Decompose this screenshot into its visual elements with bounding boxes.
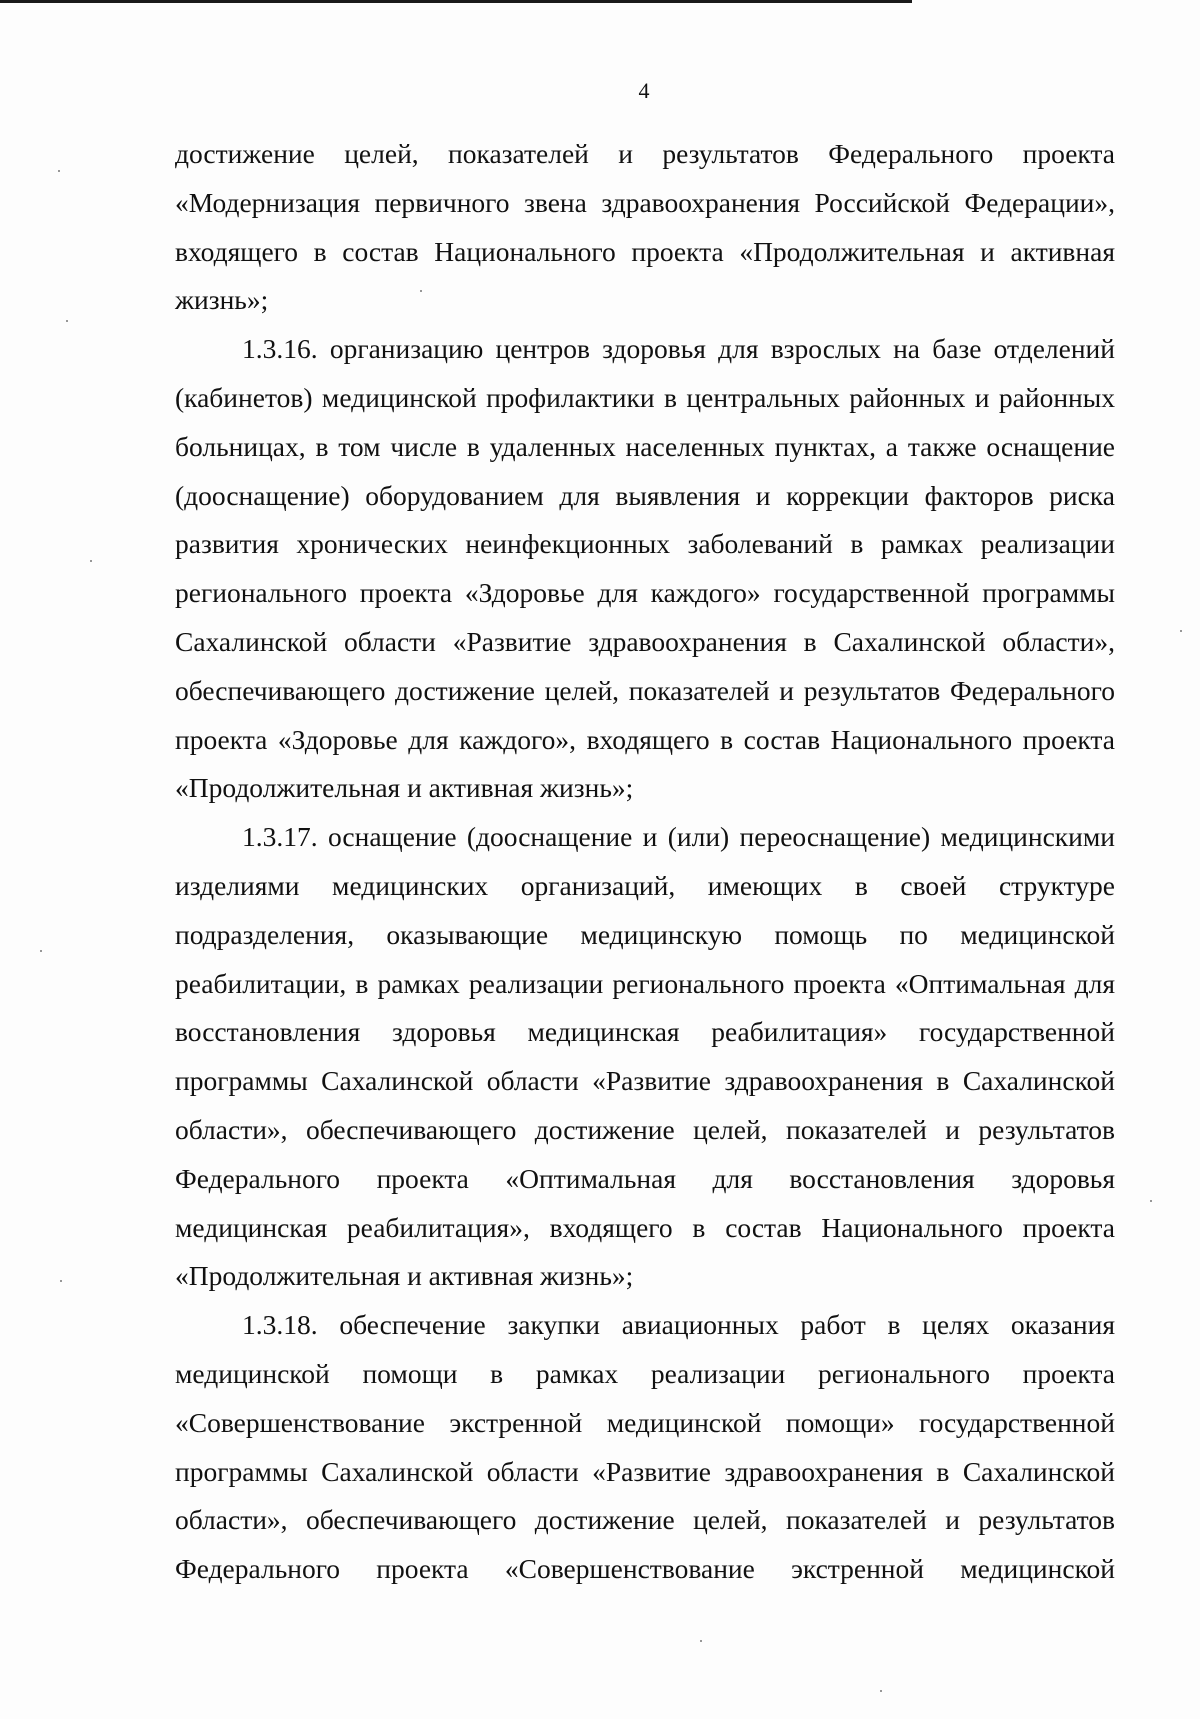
scan-speck — [58, 170, 60, 172]
page-number: 4 — [638, 78, 650, 103]
top-border-line — [0, 0, 912, 3]
scan-speck — [66, 320, 68, 322]
paragraph-continuation: достижение целей, показателей и результатов Федерального проекта «Модернизация первичного звена здравоохранения Российской Федерации», входящего в состав Национального проекта «Продолжительная и активная жизнь»; — [175, 138, 1115, 316]
scan-speck — [420, 290, 422, 292]
paragraph-1-3-18: 1.3.18. обеспечение закупки авиационных работ в целях оказания медицинской помощи в рамках реализации регионального проекта «Совершенствование экстренной медицинской помощи» государственной программы Сахалинской области «Развитие здравоохранения в Сахалинской области», обеспечивающего достижение целей, показателей и результатов Федерального проекта «Совершенствование экстренной медицинской — [175, 1309, 1115, 1585]
document-body — [175, 130, 1115, 1594]
paragraph-1-3-17: 1.3.17. оснащение (дооснащение и (или) переоснащение) медицинскими изделиями медицинских организаций, имеющих в своей структуре подразделения, оказывающие медицинскую помощь по медицинской реабилитации, в рамках реализации регионального проекта «Оптимальная для восстановления здоровья медицинская реабилитация» государственной программы Сахалинской области «Развитие здравоохранения в Сахалинской области», обеспечивающего достижение целей, показателей и результатов Федерального проекта «Оптимальная для восстановления здоровья медицинская реабилитация», входящего в состав Национального проекта «Продолжительная и активная жизнь»; — [175, 821, 1115, 1292]
scan-speck — [60, 1280, 62, 1282]
scan-speck — [1150, 1200, 1152, 1202]
paragraph-1-3-16: 1.3.16. организацию центров здоровья для взрослых на базе отделений (кабинетов) медицинской профилактики в центральных районных и районных больницах, в том числе в удаленных населенных пунктах, а также оснащение (дооснащение) оборудованием для выявления и коррекции факторов риска развития хронических неинфекционных заболеваний в рамках реализации регионального проекта «Здоровье для каждого» государственной программы Сахалинской области «Развитие здравоохранения в Сахалинской области», обеспечивающего достижение целей, показателей и результатов Федерального проекта «Здоровье для каждого», входящего в состав Национального проекта «Продолжительная и активная жизнь»; — [175, 333, 1115, 804]
scan-speck — [90, 560, 92, 562]
scan-speck — [40, 950, 42, 952]
scan-speck — [1180, 630, 1182, 632]
scan-speck — [880, 1690, 882, 1692]
scan-speck — [700, 1640, 702, 1642]
